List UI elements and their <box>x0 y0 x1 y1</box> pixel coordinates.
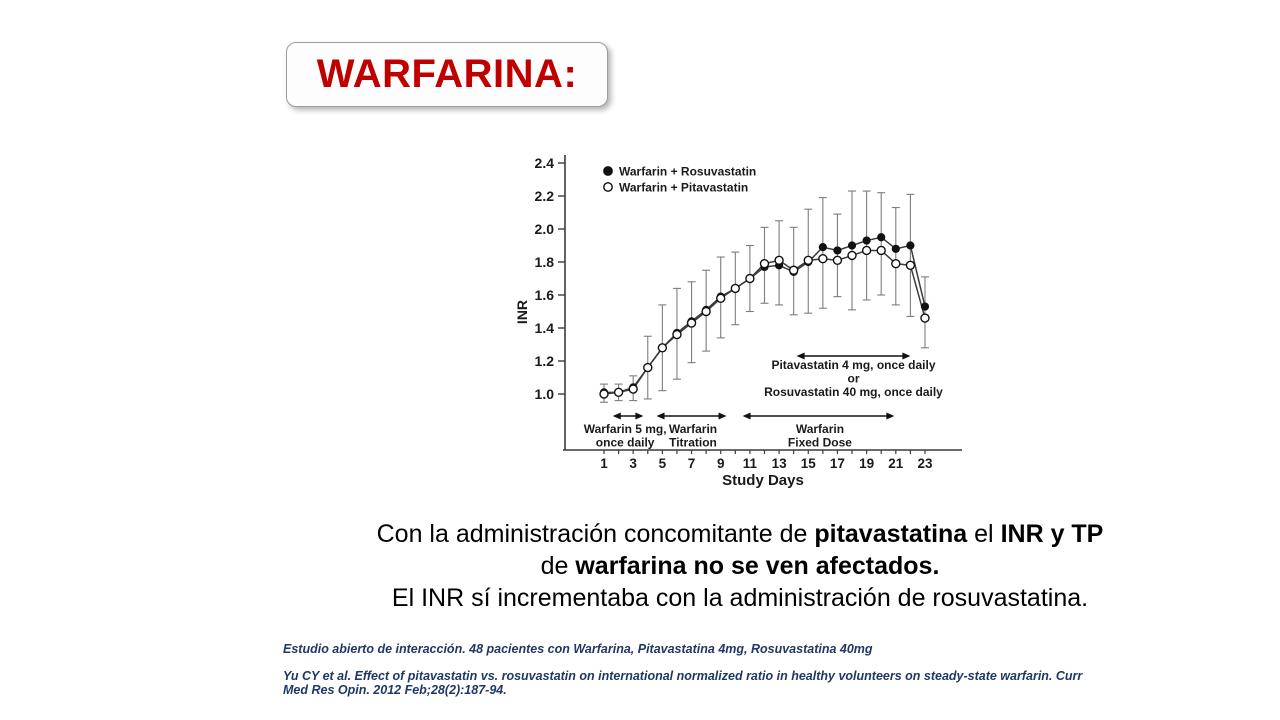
svg-text:Fixed Dose: Fixed Dose <box>787 435 852 450</box>
svg-text:1.0: 1.0 <box>534 386 554 402</box>
svg-text:once daily: once daily <box>595 435 655 450</box>
reference-line-1: Yu CY et al. Effect of pitavastatin vs. rosuvastatin on international normalized ratio in healthy volunteers on steady-state warfarin. Curr <box>283 669 1083 683</box>
footnote-gap <box>283 656 1243 669</box>
svg-text:Pitavastatin 4 mg, once daily: Pitavastatin 4 mg, once daily <box>771 358 936 372</box>
svg-text:21: 21 <box>888 456 904 471</box>
svg-text:17: 17 <box>829 456 845 471</box>
svg-text:7: 7 <box>687 456 696 471</box>
slide-title: WARFARINA: <box>316 52 578 96</box>
svg-text:Warfarin: Warfarin <box>668 422 718 436</box>
svg-text:Warfarin 5 mg,: Warfarin 5 mg, <box>583 422 667 436</box>
summary-line-1: Con la administración concomitante de pitavastatina el INR y TP <box>376 520 1104 548</box>
reference-line-2: Med Res Opin. 2012 Feb;28(2):187-94. <box>283 683 507 697</box>
svg-text:5: 5 <box>658 456 667 471</box>
inr-chart <box>505 140 975 500</box>
svg-text:Study Days: Study Days <box>722 472 804 489</box>
summary-line-2: de warfarina no se ven afectados. <box>540 552 940 580</box>
svg-text:Warfarin + Pitavastatin: Warfarin + Pitavastatin <box>619 180 749 195</box>
svg-text:INR: INR <box>514 299 530 325</box>
svg-text:1.8: 1.8 <box>534 254 554 270</box>
study-note: Estudio abierto de interacción. 48 pacientes con Warfarina, Pitavastatina 4mg, Rosuvastatina 40mg <box>283 642 873 656</box>
summary-line-3: El INR sí incrementaba con la administración de rosuvastatina. <box>391 584 1089 612</box>
svg-text:2.0: 2.0 <box>534 221 554 237</box>
svg-text:1.4: 1.4 <box>534 320 554 336</box>
title-box <box>286 42 608 107</box>
svg-text:Rosuvastatin 40 mg, once daily: Rosuvastatin 40 mg, once daily <box>764 385 943 399</box>
svg-text:23: 23 <box>917 456 933 471</box>
summary-text <box>100 518 1280 614</box>
svg-text:9: 9 <box>716 456 725 471</box>
svg-text:1.2: 1.2 <box>534 353 554 369</box>
svg-text:2.4: 2.4 <box>534 155 554 171</box>
inr-chart-svg <box>505 140 975 500</box>
svg-text:Titration: Titration <box>669 435 717 450</box>
svg-text:3: 3 <box>629 456 637 471</box>
svg-text:2.2: 2.2 <box>534 188 554 204</box>
svg-text:Warfarin + Rosuvastatin: Warfarin + Rosuvastatin <box>619 164 757 179</box>
svg-text:15: 15 <box>800 456 816 471</box>
svg-text:or: or <box>847 371 860 386</box>
footnotes <box>283 642 1243 697</box>
svg-text:1: 1 <box>600 456 608 471</box>
svg-text:Warfarin: Warfarin <box>795 422 845 436</box>
svg-text:1.6: 1.6 <box>534 287 554 303</box>
svg-text:13: 13 <box>771 456 787 471</box>
svg-text:19: 19 <box>859 456 875 471</box>
svg-text:11: 11 <box>742 456 758 471</box>
